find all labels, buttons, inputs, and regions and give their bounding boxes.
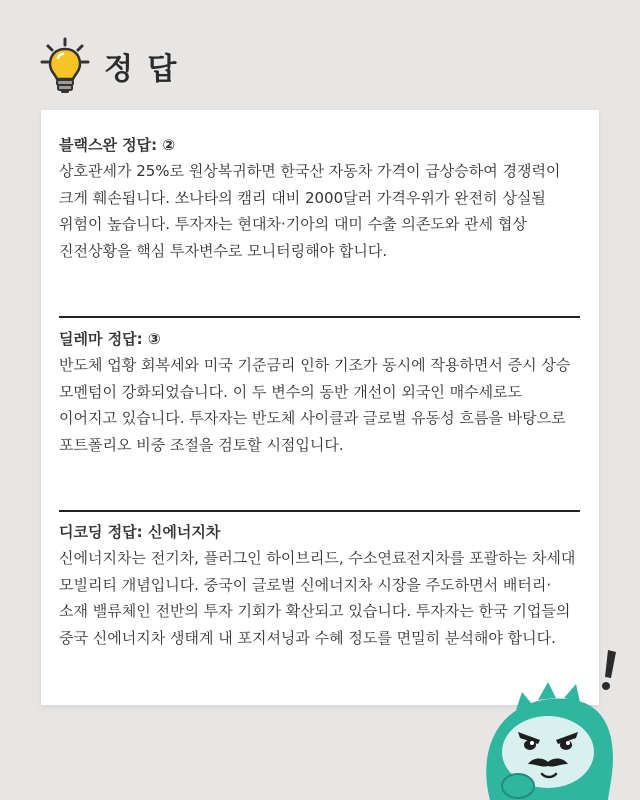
section-body: 상호관세가 25%로 원상복귀하면 한국산 자동차 가격이 급상승하여 경쟁력이 크게 훼손됩니다. 쏘나타의 캠리 대비 2000달러 가격우위가 완전히 상실될 위험이 높습니다. 투자자는 현대차·기아의 대미 수출 의존도와 관세 협상 진전상황을 핵심 투자변수로 모니터링해야 합니다.: [59, 162, 561, 260]
section-heading: 딜레마 정답: ③: [59, 330, 161, 348]
page-title: 정 답: [104, 52, 179, 87]
section-heading: 디코딩 정답: 신에너지차: [59, 523, 221, 541]
answer-section-decoding: [59, 519, 579, 651]
section-body: 신에너지차는 전기차, 플러그인 하이브리드, 수소연료전지차를 포괄하는 차세대 모빌리티 개념입니다. 중국이 글로벌 신에너지차 시장을 주도하면서 배터리·소재 밸류체인 전반의 투자 기회가 확산되고 있습니다. 투자자는 한국 기업들의 중국 신에너지차 생태계 내 포지셔닝과 수혜 정도를 면밀히 분석해야 합니다.: [59, 549, 576, 647]
section-body: 반도체 업황 회복세와 미국 기준금리 인하 기조가 동시에 작용하면서 증시 상승 모멘텀이 강화되었습니다. 이 두 변수의 동반 개선이 외국인 매수세로도 이어지고 있습니다. 투자자는 반도체 사이클과 글로벌 유동성 흐름을 바탕으로 포트폴리오 비중 조절을 검토할 시점입니다.: [59, 356, 571, 454]
dinosaur-mascot-icon: [460, 640, 640, 800]
section-divider: [59, 510, 580, 512]
page-header: [40, 36, 178, 96]
section-heading: 블랙스완 정답: ②: [59, 136, 176, 154]
section-divider: [59, 316, 580, 318]
answer-section-black-swan: [59, 132, 579, 264]
answer-section-dilemma: [59, 326, 579, 458]
answer-card: [41, 110, 599, 705]
lightbulb-icon: [40, 36, 90, 96]
